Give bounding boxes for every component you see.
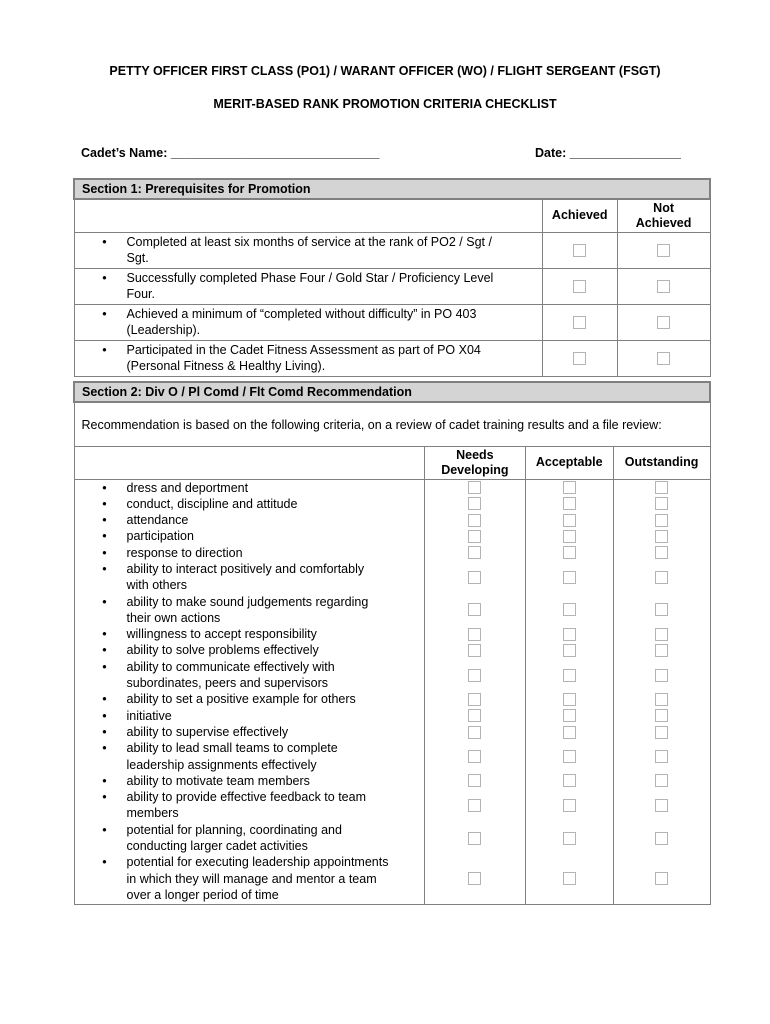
outstanding-checkbox[interactable] — [655, 832, 668, 845]
needs-developing-checkbox[interactable] — [468, 514, 481, 527]
criteria-item: • willingness to accept responsibility — [83, 626, 421, 642]
acceptable-checkbox[interactable] — [563, 481, 576, 494]
outstanding-checkbox[interactable] — [655, 546, 668, 559]
needs-developing-checkbox[interactable] — [468, 530, 481, 543]
criteria-item: • ability to solve problems effectively — [83, 642, 421, 658]
criteria-item: • potential for executing leadership appointments in which they will manage and mentor a team over a longer period of time — [83, 854, 421, 903]
criteria-item: • ability to provide effective feedback to team members — [83, 789, 421, 822]
bullet: • — [102, 659, 107, 674]
bullet: • — [102, 306, 107, 321]
prerequisite-text: • Completed at least six months of service at the rank of PO2 / Sgt / Sgt. — [74, 232, 542, 268]
col-outstanding: Outstanding — [613, 446, 710, 479]
document-subtitle: MERIT-BASED RANK PROMOTION CRITERIA CHECKLIST — [213, 97, 557, 111]
outstanding-checkbox[interactable] — [655, 571, 668, 584]
needs-developing-checkbox[interactable] — [468, 726, 481, 739]
bullet: • — [102, 545, 107, 560]
outstanding-checkbox[interactable] — [655, 603, 668, 616]
bullet: • — [102, 496, 107, 511]
prerequisite-row — [74, 268, 710, 304]
bullet: • — [102, 513, 107, 528]
needs-developing-checkbox[interactable] — [468, 693, 481, 706]
acceptable-checkbox[interactable] — [563, 497, 576, 510]
acceptable-checkbox[interactable] — [563, 571, 576, 584]
needs-developing-checkbox[interactable] — [468, 709, 481, 722]
acceptable-checkbox[interactable] — [563, 514, 576, 527]
acceptable-checkbox[interactable] — [563, 726, 576, 739]
needs-developing-checkbox[interactable] — [468, 603, 481, 616]
acceptable-checkbox[interactable] — [563, 872, 576, 885]
prerequisite-row — [74, 304, 710, 340]
achieved-checkbox[interactable] — [573, 280, 586, 293]
prerequisite-row — [74, 232, 710, 268]
outstanding-checkbox[interactable] — [655, 726, 668, 739]
needs-developing-checkbox[interactable] — [468, 497, 481, 510]
outstanding-checkbox[interactable] — [655, 628, 668, 641]
acceptable-checkbox[interactable] — [563, 530, 576, 543]
outstanding-checkbox[interactable] — [655, 872, 668, 885]
acceptable-checkbox[interactable] — [563, 709, 576, 722]
section2-table — [73, 381, 711, 905]
outstanding-checkbox[interactable] — [655, 750, 668, 763]
prerequisite-text: • Participated in the Cadet Fitness Assessment as part of PO X04 (Personal Fitness & Healthy Living). — [74, 340, 542, 376]
bullet: • — [102, 692, 107, 707]
prerequisite-text: • Successfully completed Phase Four / Gold Star / Proficiency Level Four. — [74, 268, 542, 304]
outstanding-checkbox[interactable] — [655, 497, 668, 510]
achieved-checkbox[interactable] — [573, 244, 586, 257]
section1-table — [73, 178, 711, 377]
acceptable-checkbox[interactable] — [563, 669, 576, 682]
bullet: • — [102, 790, 107, 805]
criteria-item: • ability to communicate effectively with subordinates, peers and supervisors — [83, 659, 421, 692]
acceptable-checkbox[interactable] — [563, 644, 576, 657]
bullet: • — [102, 855, 107, 870]
acceptable-checkbox[interactable] — [563, 603, 576, 616]
acceptable-checkbox[interactable] — [563, 546, 576, 559]
criteria-item: • initiative — [83, 708, 421, 724]
document-title: PETTY OFFICER FIRST CLASS (PO1) / WARANT OFFICER (WO) / FLIGHT SERGEANT (FSGT) — [109, 64, 661, 78]
section2-header-blank — [74, 446, 425, 479]
section1-header-blank — [74, 199, 542, 232]
needs-developing-checkbox[interactable] — [468, 644, 481, 657]
bullet: • — [102, 724, 107, 739]
section2-intro: Recommendation is based on the following criteria, on a review of cadet training results and a file review: — [74, 402, 710, 446]
section1-title: Section 1: Prerequisites for Promotion — [74, 179, 710, 199]
achieved-checkbox[interactable] — [573, 352, 586, 365]
criteria-item: • attendance — [83, 512, 421, 528]
criteria-item: • potential for planning, coordinating and conducting larger cadet activities — [83, 822, 421, 855]
bullet: • — [102, 342, 107, 357]
criteria-list — [74, 479, 425, 905]
achieved-checkbox[interactable] — [573, 316, 586, 329]
outstanding-checkbox[interactable] — [655, 481, 668, 494]
criteria-item: • response to direction — [83, 545, 421, 561]
needs-developing-checkbox[interactable] — [468, 750, 481, 763]
col-acceptable: Acceptable — [525, 446, 613, 479]
criteria-item: • ability to supervise effectively — [83, 724, 421, 740]
bullet: • — [102, 480, 107, 495]
outstanding-checkbox[interactable] — [655, 669, 668, 682]
needs-developing-checkbox[interactable] — [468, 481, 481, 494]
outstanding-checkbox[interactable] — [655, 514, 668, 527]
outstanding-checkbox[interactable] — [655, 709, 668, 722]
needs-developing-checkbox[interactable] — [468, 546, 481, 559]
criteria-item: • ability to motivate team members — [83, 773, 421, 789]
criteria-item: • participation — [83, 528, 421, 544]
date-field[interactable]: Date: ________________ — [535, 146, 681, 160]
bullet: • — [102, 270, 107, 285]
not-achieved-checkbox[interactable] — [657, 280, 670, 293]
bullet: • — [102, 822, 107, 837]
not-achieved-checkbox[interactable] — [657, 244, 670, 257]
criteria-item: • dress and deportment — [83, 480, 421, 496]
acceptable-checkbox[interactable] — [563, 750, 576, 763]
criteria-item: • ability to make sound judgements regarding their own actions — [83, 594, 421, 627]
bullet: • — [102, 561, 107, 576]
prerequisite-row — [74, 340, 710, 376]
bullet: • — [102, 234, 107, 249]
needs-developing-checkbox[interactable] — [468, 571, 481, 584]
criteria-item: • ability to interact positively and comfortably with others — [83, 561, 421, 594]
bullet: • — [102, 643, 107, 658]
outstanding-checkbox[interactable] — [655, 799, 668, 812]
bullet: • — [102, 627, 107, 642]
acceptable-column — [525, 479, 613, 905]
col-not-achieved: Not Achieved — [617, 199, 710, 232]
outstanding-checkbox[interactable] — [655, 774, 668, 787]
needs-developing-column — [425, 479, 526, 905]
criteria-item: • ability to set a positive example for others — [83, 691, 421, 707]
outstanding-column — [613, 479, 710, 905]
acceptable-checkbox[interactable] — [563, 799, 576, 812]
acceptable-checkbox[interactable] — [563, 774, 576, 787]
not-achieved-checkbox[interactable] — [657, 352, 670, 365]
outstanding-checkbox[interactable] — [655, 644, 668, 657]
needs-developing-checkbox[interactable] — [468, 774, 481, 787]
bullet: • — [102, 594, 107, 609]
acceptable-checkbox[interactable] — [563, 693, 576, 706]
bullet: • — [102, 529, 107, 544]
bullet: • — [102, 708, 107, 723]
criteria-item: • conduct, discipline and attitude — [83, 496, 421, 512]
not-achieved-checkbox[interactable] — [657, 316, 670, 329]
col-achieved: Achieved — [542, 199, 617, 232]
needs-developing-checkbox[interactable] — [468, 799, 481, 812]
needs-developing-checkbox[interactable] — [468, 832, 481, 845]
needs-developing-checkbox[interactable] — [468, 669, 481, 682]
outstanding-checkbox[interactable] — [655, 530, 668, 543]
cadet-name-field[interactable]: Cadet’s Name: ______________________________ — [81, 146, 380, 160]
criteria-item: • ability to lead small teams to complete leadership assignments effectively — [83, 740, 421, 773]
acceptable-checkbox[interactable] — [563, 832, 576, 845]
acceptable-checkbox[interactable] — [563, 628, 576, 641]
section2-title: Section 2: Div O / Pl Comd / Flt Comd Recommendation — [74, 382, 710, 402]
prerequisite-text: • Achieved a minimum of “completed without difficulty” in PO 403 (Leadership). — [74, 304, 542, 340]
bullet: • — [102, 773, 107, 788]
col-needs-developing: Needs Developing — [425, 446, 526, 479]
bullet: • — [102, 741, 107, 756]
needs-developing-checkbox[interactable] — [468, 628, 481, 641]
needs-developing-checkbox[interactable] — [468, 872, 481, 885]
outstanding-checkbox[interactable] — [655, 693, 668, 706]
